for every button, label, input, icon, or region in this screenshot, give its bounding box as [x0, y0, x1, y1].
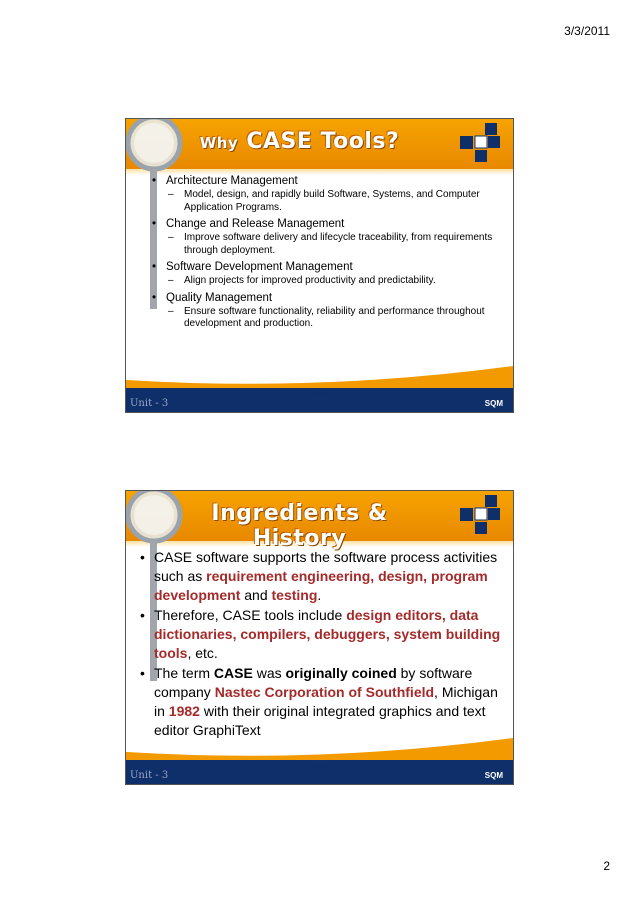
sub-bullet: – Ensure software functionality, reliability and performance throughout development and production. — [166, 306, 505, 331]
slide-title: Ingredients & History — [211, 501, 388, 551]
sub-bullet: – Align projects for improved productivity and predictability. — [166, 275, 505, 288]
footer-graa: GRAA — [309, 391, 330, 398]
bullet-change-release: • Change and Release Management – Improve software delivery and lifecycle traceability, from requirements through deployment. — [148, 217, 505, 257]
footer-graa: GRAA — [309, 763, 330, 770]
blocks-logo-icon — [457, 494, 503, 538]
slide-1-content — [148, 174, 505, 334]
blocks-logo-icon — [457, 122, 503, 166]
sub-bullet: – Model, design, and rapidly build Software, Systems, and Computer Application Programs. — [166, 189, 505, 214]
page-number: 2 — [603, 859, 610, 873]
bullet-architecture: • Architecture Management – Model, design, and rapidly build Software, Systems, and Computer Application Programs. — [148, 174, 505, 214]
bullet-software-dev: • Software Development Management – Align projects for improved productivity and predictability. — [148, 260, 505, 288]
print-date: 3/3/2011 — [564, 24, 610, 38]
bullet-quality: • Quality Management – Ensure software functionality, reliability and performance throughout development and production. — [148, 291, 505, 331]
bullet-case-supports: • CASE software supports the software process activities such as requirement engineering, design, program development and testing. — [136, 548, 505, 605]
bullet-case-tools-include: • Therefore, CASE tools include design editors, data dictionaries, compilers, debuggers, system building tools, etc. — [136, 606, 505, 663]
footer-sqm: SQM — [484, 771, 503, 780]
slide-2 — [125, 490, 514, 785]
footer-unit: Unit - 3 — [130, 398, 169, 409]
sub-bullet: – Improve software delivery and lifecycle traceability, from requirements through deployment. — [166, 232, 505, 257]
footer-unit: Unit - 3 — [130, 770, 169, 781]
slide-1 — [125, 118, 514, 413]
footer-sqm: SQM — [484, 399, 503, 408]
slide-2-content — [136, 548, 505, 741]
bullet-term-case: • The term CASE was originally coined by software company Nastec Corporation of Southfield, Michigan in 1982 with their original integrated graphics and text editor GraphiText — [136, 664, 505, 740]
slide-title: Why CASE Tools? — [199, 129, 400, 154]
